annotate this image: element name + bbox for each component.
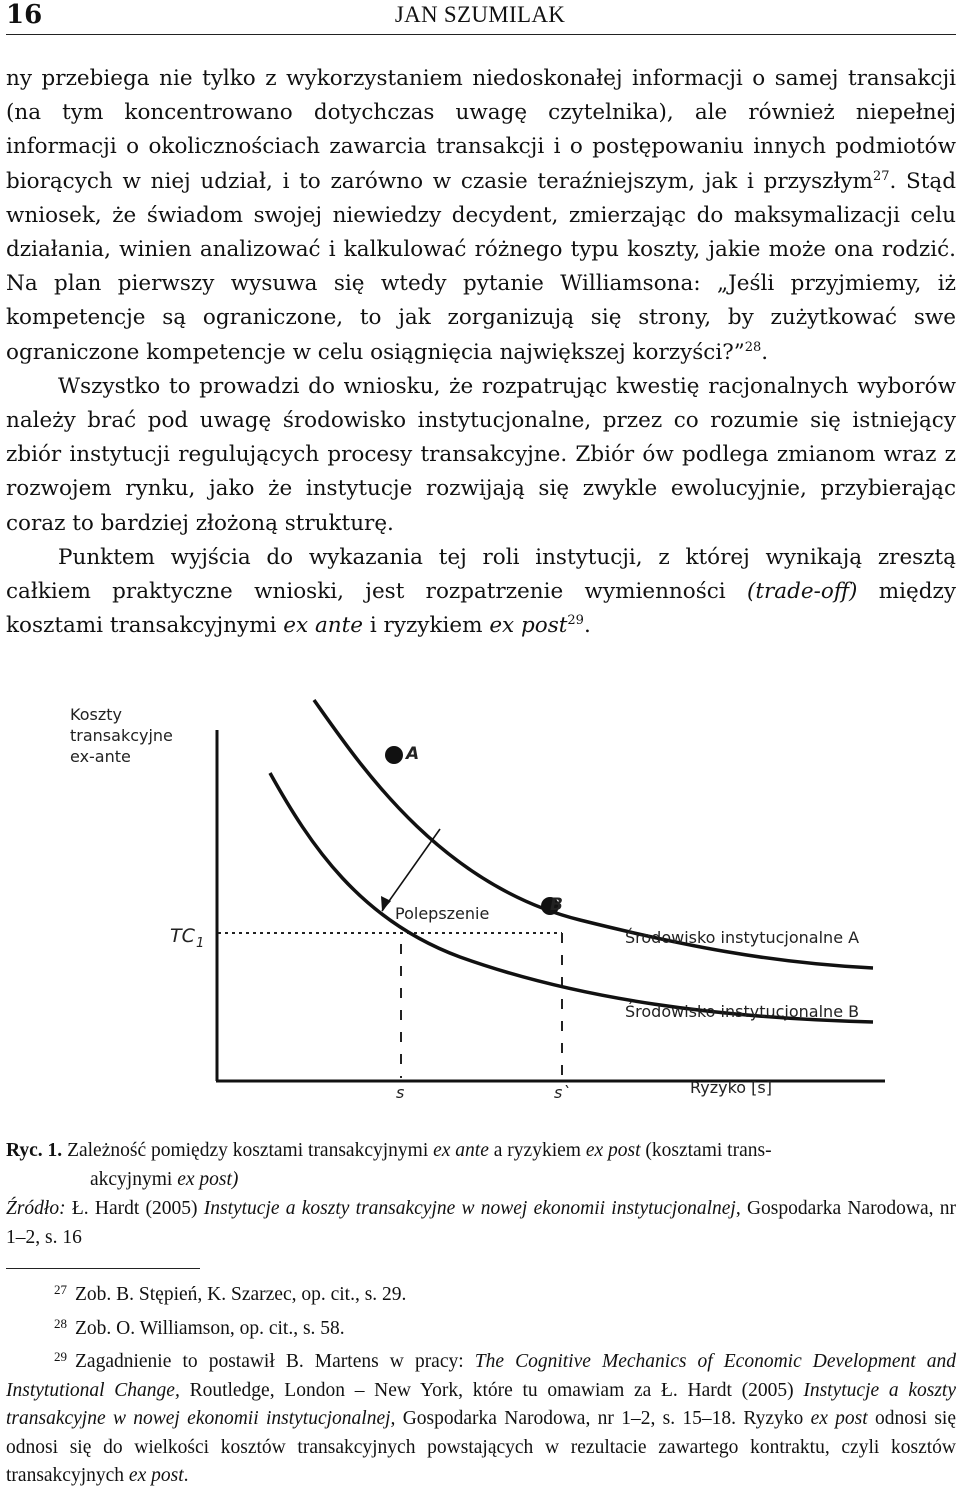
footnote-29-text-c: Gospodarka Narodowa, nr 1–2, s. 15–18. Ryzyko (395, 1408, 811, 1429)
curve-environment-b (270, 773, 873, 1022)
curve-b-label: Środowisko instytucjonalne B (625, 1002, 860, 1021)
caption-text-a: Zależność pomiędzy kosztami transakcyjnymi (67, 1140, 434, 1161)
footnote-29-number: 29 (54, 1349, 67, 1364)
paragraph-1 (6, 62, 956, 370)
page-header (0, 0, 960, 34)
caption-italic-1: ex ante (433, 1140, 489, 1161)
footnote-29-italic-2: ex post (128, 1465, 184, 1486)
trade-off-term: (trade-off) (747, 579, 858, 605)
tick-label-s: s (396, 1083, 405, 1102)
body-text (6, 62, 956, 643)
point-a-marker (385, 746, 403, 764)
paragraph-1-text-b: . Stąd wniosek, że świadom swojej niewiedzy decydent, zmierzając do maksymalizacji celu działania, winien analizować i kalkulować różnego typu koszty, jakie może ona rodzić. Na plan pierwszy wysuwa się wtedy pytanie Williamsona: „Jeśli przyjmiemy, iż kompetencje są ograniczone, to jak zorganizują się strony, by zużytkować swe ograniczone kompetencje w celu osiągnięcia największej korzyści?” (6, 168, 957, 365)
caption-source (6, 1194, 956, 1252)
y-axis-label-line-1: Koszty (70, 705, 122, 724)
improvement-arrowhead (381, 896, 391, 911)
footnote-ref-29[interactable]: 29 (567, 613, 584, 629)
page-number: 16 (6, 0, 43, 30)
improvement-arrow (382, 829, 440, 911)
figure-diagram (40, 695, 920, 1125)
caption-text-c: (kosztami trans- (640, 1140, 772, 1161)
paragraph-3-text-d: . (583, 613, 591, 639)
source-label: Źródło: (6, 1198, 66, 1219)
footnotes (6, 1276, 956, 1491)
footnote-28-number: 28 (54, 1315, 67, 1331)
footnote-rule (6, 1268, 200, 1269)
paragraph-1-text-c: . (761, 339, 769, 365)
footnote-ref-28[interactable]: 28 (744, 339, 762, 355)
point-a-label: A (406, 744, 420, 764)
ex-ante-term: ex ante (283, 613, 364, 639)
footnote-ref-27[interactable]: 27 (872, 168, 890, 184)
footnote-28 (6, 1310, 956, 1344)
caption-text-d: akcyjnymi (90, 1169, 178, 1190)
tc1-label (170, 925, 204, 951)
source-title: Instytucje a koszty transakcyjne w nowej ekonomii instytucjonalnej (203, 1198, 736, 1219)
footnote-27 (6, 1276, 956, 1310)
curve-a-label: Środowisko instytucjonalne A (625, 928, 860, 947)
footnote-29-text-b: Routledge, London – New York, które tu omawiam za Ł. Hardt (2005) (179, 1379, 804, 1401)
y-axis-label-line-3: ex-ante (70, 747, 131, 766)
caption-text (6, 1136, 956, 1194)
footnote-29-title-2: Instytucje a koszty transakcyjne w nowej ekonomii instytucjonalnej, (6, 1379, 956, 1429)
footnote-29-title: The Cognitive Mechanics of Economic Development and Instytutional Change, (6, 1351, 957, 1401)
footnote-29-italic: ex post (810, 1408, 868, 1429)
caption-italic-2: ex post (585, 1140, 641, 1161)
footnote-29 (6, 1343, 956, 1491)
x-axis-label: Ryzyko [s] (690, 1078, 772, 1097)
paragraph-3-text-b: między kosztami transakcyjnymi (6, 579, 957, 639)
tc-subscript: 1 (196, 936, 205, 951)
header-rule (6, 34, 956, 35)
paragraph-3-text-c: i ryzykiem (363, 613, 490, 639)
point-b-label: B (550, 895, 563, 915)
caption-italic-3: ex post) (177, 1169, 239, 1190)
footnote-27-text: Zob. B. Stępień, K. Szarzec, op. cit., s. 29. (75, 1284, 407, 1305)
footnote-29-text-e: . (183, 1465, 189, 1486)
source-text-b: , Gospodarka Narodowa, nr 1–2, s. 16 (6, 1198, 957, 1248)
improvement-label: Polepszenie (395, 904, 490, 923)
paragraph-3-text-a: Punktem wyjścia do wykazania tej roli instytucji, z której wynikają zresztą całkiem praktyczne wnioski, jest rozpatrzenie wymienności (6, 544, 956, 605)
figure-caption (6, 1136, 956, 1252)
footnote-27-number: 27 (54, 1282, 67, 1297)
y-axis-label-line-2: transakcyjne (70, 726, 173, 745)
footnote-28-text: Zob. O. Williamson, op. cit., s. 58. (75, 1317, 345, 1339)
footnote-29-text-a: Zagadnienie to postawił B. Martens w pracy: (75, 1351, 475, 1372)
caption-text-b: a ryzykiem (488, 1140, 586, 1161)
footnote-29-text-d: odnosi się odnosi się do wielkości kosztów transakcyjnych powstających w rezultacie zawartego kontraktu, czyli kosztów transakcyjnych (6, 1408, 956, 1486)
tc-label: TC (170, 925, 195, 947)
tick-label-s-prime: s` (554, 1083, 571, 1102)
source-text-a: Ł. Hardt (2005) (65, 1198, 204, 1219)
running-head: JAN SZUMILAK (394, 2, 566, 27)
paragraph-3 (6, 541, 956, 644)
ex-post-term: ex post (489, 613, 568, 639)
paragraph-1-text-a: ny przebiega nie tylko z wykorzystaniem niedoskonałej informacji o samej transakcji (na tym koncentrowano dotychczas uwagę czytelnika), ale również niepełnej informacji o okolicznościach zawarcia transakcji i o postępowaniu innych podmiotów biorących w niej udział, i to zarówno w czasie teraźniejszym, jak i przyszłym (6, 66, 956, 194)
paragraph-2: Wszystko to prowadzi do wniosku, że rozpatrując kwestię racjonalnych wyborów należy brać pod uwagę środowisko instytucjonalne, przez co rozumie się istniejący zbiór instytucji regulujących procesy transakcyjne. Zbiór ów podlega zmianom wraz z rozwojem rynku, jako że instytucje rozwijają się zwykle ewolucyjnie, przybierając coraz to bardziej złożoną strukturę. (6, 373, 956, 536)
figure-label: Ryc. 1. (6, 1140, 63, 1161)
